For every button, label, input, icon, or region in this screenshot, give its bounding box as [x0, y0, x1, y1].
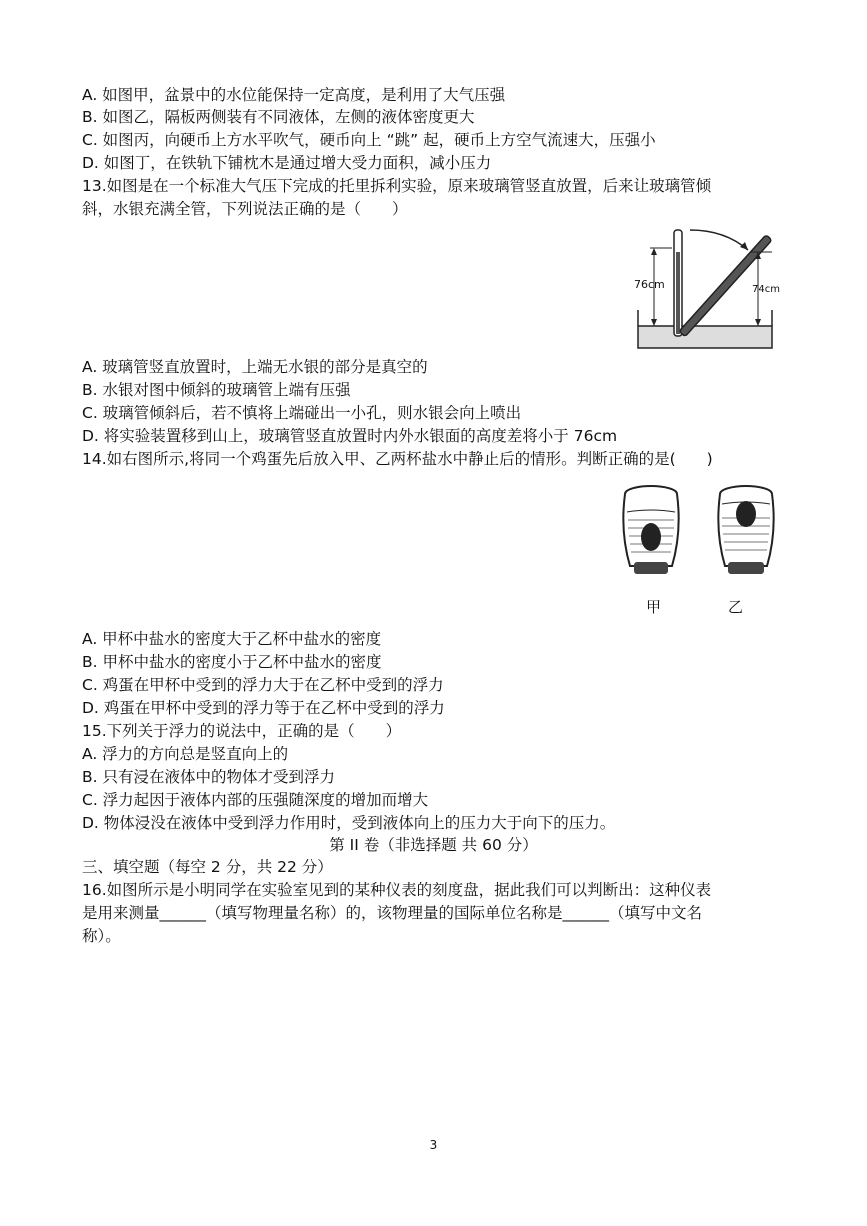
q13-option-d: D. 将实验装置移到山上，玻璃管竖直放置时内外水银面的高度差将小于 76cm — [82, 427, 618, 445]
q14-option-b: B. 甲杯中盐水的密度小于乙杯中盐水的密度 — [82, 653, 382, 671]
q12-option-b: B. 如图乙，隔板两侧装有不同液体，左侧的液体密度更大 — [82, 108, 475, 126]
q13-stem-line2: 斜，水银充满全管，下列说法正确的是（ ） — [82, 200, 408, 218]
q12-option-c: C. 如图丙，向硬币上方水平吹气，硬币向上 “跳” 起，硬币上方空气流速大，压强小 — [82, 131, 656, 149]
egg-cups-figure — [618, 482, 788, 582]
q13-stem-line1: 13.如图是在一个标准大气压下完成的托里拆利实验，原来玻璃管竖直放置，后来让玻璃管倾 — [82, 177, 712, 195]
q15-stem: 15.下列关于浮力的说法中，正确的是（ ） — [82, 722, 402, 740]
q12-option-a: A. 如图甲，盆景中的水位能保持一定高度，是利用了大气压强 — [82, 86, 506, 104]
q15-option-d: D. 物体浸没在液体中受到浮力作用时，受到液体向上的压力大于向下的压力。 — [82, 814, 616, 832]
section3-title: 三、填空题（每空 2 分，共 22 分） — [82, 858, 333, 876]
label-yi: 乙 — [728, 598, 744, 616]
q12-option-d: D. 如图丁，在铁轨下铺枕木是通过增大受力面积，减小压力 — [82, 154, 492, 172]
page-number: 3 — [429, 1138, 438, 1152]
q14-option-a: A. 甲杯中盐水的密度大于乙杯中盐水的密度 — [82, 630, 382, 648]
q13-option-a: A. 玻璃管竖直放置时，上端无水银的部分是真空的 — [82, 358, 428, 376]
q14-option-d: D. 鸡蛋在甲杯中受到的浮力等于在乙杯中受到的浮力 — [82, 699, 445, 717]
q16-line2: 是用来测量______（填写物理量名称）的，该物理量的国际单位名称是______（填写中文名 — [82, 904, 703, 922]
q16-line1: 16.如图所示是小明同学在实验室见到的某种仪表的刻度盘，据此我们可以判断出：这种仪表 — [82, 881, 712, 899]
q14-stem: 14.如右图所示,将同一个鸡蛋先后放入甲、乙两杯盐水中静止后的情形。判断正确的是( ) — [82, 450, 713, 468]
q16-line3: 称）。 — [82, 927, 121, 945]
label-76cm: 76cm — [634, 278, 665, 291]
q13-option-b: B. 水银对图中倾斜的玻璃管上端有压强 — [82, 381, 351, 399]
q15-option-a: A. 浮力的方向总是竖直向上的 — [82, 745, 289, 763]
q13-option-c: C. 玻璃管倾斜后，若不慎将上端碰出一小孔，则水银会向上喷出 — [82, 404, 522, 422]
q14-option-c: C. 鸡蛋在甲杯中受到的浮力大于在乙杯中受到的浮力 — [82, 676, 444, 694]
q15-option-c: C. 浮力起因于液体内部的压强随深度的增加而增大 — [82, 791, 429, 809]
q15-option-b: B. 只有浸在液体中的物体才受到浮力 — [82, 768, 335, 786]
section2-title: 第 II 卷（非选择题 共 60 分） — [329, 836, 538, 854]
label-74cm: 74cm — [752, 284, 780, 295]
label-jia: 甲 — [646, 598, 662, 616]
